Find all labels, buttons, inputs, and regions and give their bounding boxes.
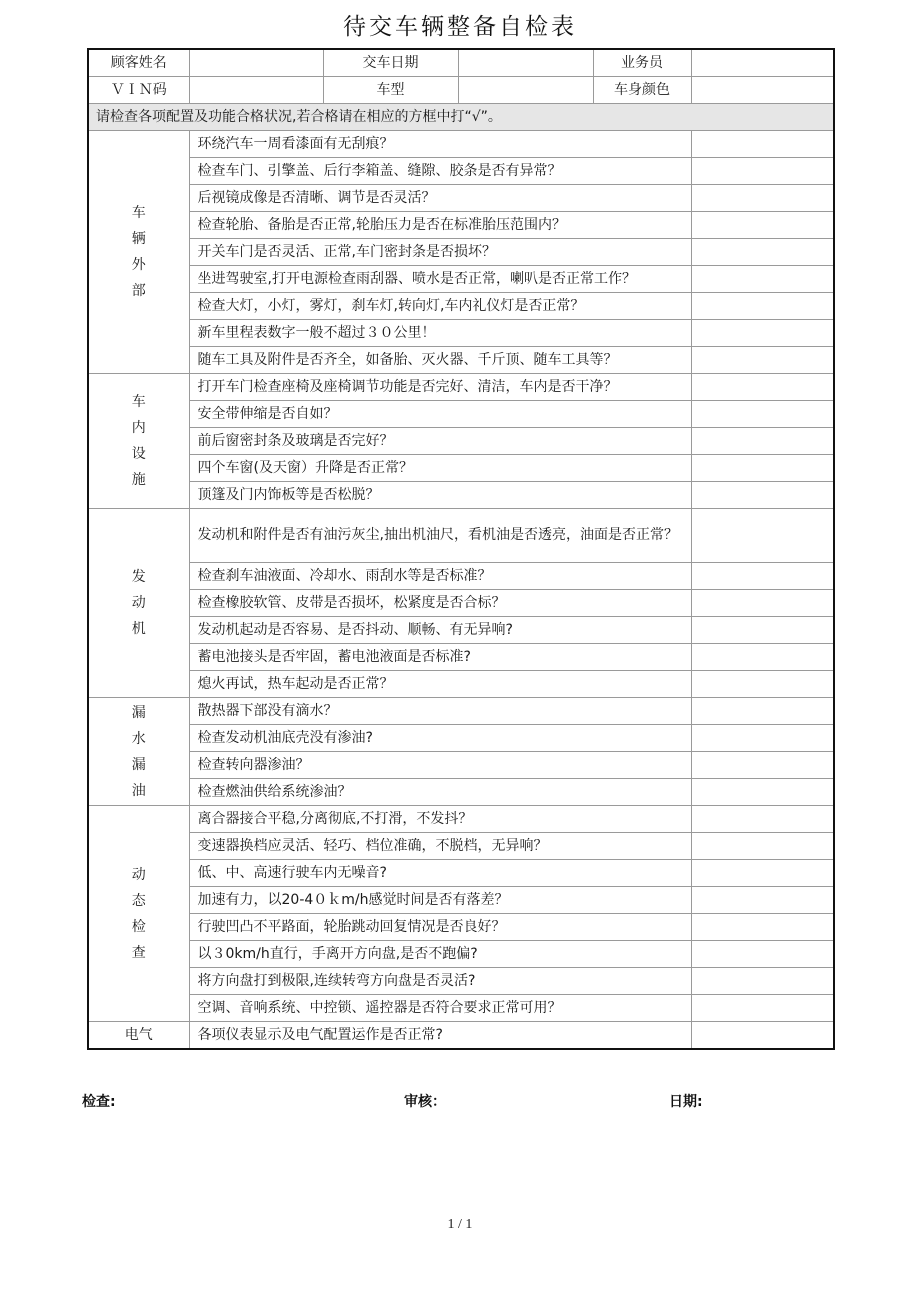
check-box[interactable]	[691, 995, 834, 1022]
inspection-table	[87, 48, 835, 1050]
checklist-item: 开关车门是否灵活、正常,车门密封条是否损坏？	[189, 239, 691, 266]
delivery-date-field[interactable]	[458, 49, 593, 77]
checklist-item: 前后窗密封条及玻璃是否完好？	[189, 428, 691, 455]
checklist-row	[88, 320, 834, 347]
checklist-row	[88, 158, 834, 185]
delivery-date-label: 交车日期	[323, 49, 458, 77]
vin-label: ＶＩＮ码	[88, 77, 189, 104]
checklist-row	[88, 347, 834, 374]
checklist-row	[88, 239, 834, 266]
checklist-item: 检查刹车油液面、冷却水、雨刮水等是否标准？	[189, 563, 691, 590]
checklist-row	[88, 644, 834, 671]
check-box[interactable]	[691, 644, 834, 671]
checklist-item: 后视镜成像是否清晰、调节是否灵活？	[189, 185, 691, 212]
checklist-item: 散热器下部没有滴水？	[189, 698, 691, 725]
checklist-row	[88, 617, 834, 644]
check-box[interactable]	[691, 779, 834, 806]
checklist-item: 离合器接合平稳,分离彻底,不打滑，不发抖？	[189, 806, 691, 833]
checklist-item: 低、中、高速行驶车内无噪音?	[189, 860, 691, 887]
checklist-row	[88, 698, 834, 725]
instruction-row	[88, 104, 834, 131]
check-box[interactable]	[691, 266, 834, 293]
category-leaks: 漏 水 漏 油	[88, 698, 189, 806]
vehicle-model-label: 车型	[323, 77, 458, 104]
header-row	[88, 49, 834, 77]
checklist-row	[88, 428, 834, 455]
checklist-item: 空调、音响系统、中控锁、遥控器是否符合要求正常可用？	[189, 995, 691, 1022]
check-box[interactable]	[691, 725, 834, 752]
check-box[interactable]	[691, 509, 834, 563]
checklist-item: 以３0km/h直行，手离开方向盘,是否不跑偏?	[189, 941, 691, 968]
salesperson-field[interactable]	[691, 49, 834, 77]
check-box[interactable]	[691, 860, 834, 887]
check-box[interactable]	[691, 698, 834, 725]
check-box[interactable]	[691, 752, 834, 779]
checklist-item: 检查橡胶软管、皮带是否损坏，松紧度是否合标？	[189, 590, 691, 617]
checklist-item: 发动机起动是否容易、是否抖动、顺畅、有无异响?	[189, 617, 691, 644]
checklist-row	[88, 482, 834, 509]
checklist-row	[88, 374, 834, 401]
checklist-row	[88, 779, 834, 806]
vin-field[interactable]	[189, 77, 323, 104]
checklist-row	[88, 401, 834, 428]
vehicle-model-field[interactable]	[458, 77, 593, 104]
inspector-signature-label: 检查:	[82, 1094, 116, 1110]
check-box[interactable]	[691, 833, 834, 860]
checklist-item: 坐进驾驶室,打开电源检查雨刮器、喷水是否正常，喇叭是否正常工作？	[189, 266, 691, 293]
check-box[interactable]	[691, 158, 834, 185]
check-box[interactable]	[691, 374, 834, 401]
checklist-item: 检查大灯，小灯，雾灯，刹车灯,转向灯,车内礼仪灯是否正常？	[189, 293, 691, 320]
checklist-row	[88, 563, 834, 590]
salesperson-label: 业务员	[593, 49, 691, 77]
body-color-field[interactable]	[691, 77, 834, 104]
check-box[interactable]	[691, 1022, 834, 1050]
category-road-test: 动 态 检 查	[88, 806, 189, 1022]
check-box[interactable]	[691, 563, 834, 590]
checklist-item: 加速有力，以20-4０ｋm/h感觉时间是否有落差？	[189, 887, 691, 914]
body-color-label: 车身颜色	[593, 77, 691, 104]
checklist-row	[88, 806, 834, 833]
check-box[interactable]	[691, 239, 834, 266]
checklist-item: 行驶凹凸不平路面，轮胎跳动回复情况是否良好？	[189, 914, 691, 941]
checklist-row	[88, 185, 834, 212]
checklist-item: 检查车门、引擎盖、后行李箱盖、缝隙、胶条是否有异常？	[189, 158, 691, 185]
checklist-item: 蓄电池接头是否牢固，蓄电池液面是否标准?	[189, 644, 691, 671]
checklist-row	[88, 455, 834, 482]
checklist-item: 检查燃油供给系统渗油？	[189, 779, 691, 806]
checklist-row	[88, 725, 834, 752]
checklist-row	[88, 833, 834, 860]
checklist-item: 安全带伸缩是否自如？	[189, 401, 691, 428]
checklist-row	[88, 293, 834, 320]
checklist-row	[88, 968, 834, 995]
check-box[interactable]	[691, 806, 834, 833]
checklist-row	[88, 671, 834, 698]
checklist-row	[88, 887, 834, 914]
check-box[interactable]	[691, 185, 834, 212]
customer-name-label: 顾客姓名	[88, 49, 189, 77]
category-interior: 车 内 设 施	[88, 374, 189, 509]
category-exterior: 车 辆 外 部	[88, 131, 189, 374]
checklist-item: 变速器换档应灵活、轻巧、档位准确，不脱档，无异响？	[189, 833, 691, 860]
check-box[interactable]	[691, 320, 834, 347]
checklist-item: 新车里程表数字一般不超过３０公里！	[189, 320, 691, 347]
checklist-item: 环绕汽车一周看漆面有无刮痕？	[189, 131, 691, 158]
checklist-row	[88, 212, 834, 239]
checklist-item: 各项仪表显示及电气配置运作是否正常?	[189, 1022, 691, 1050]
check-box[interactable]	[691, 941, 834, 968]
checklist-item: 顶篷及门内饰板等是否松脱？	[189, 482, 691, 509]
check-box[interactable]	[691, 401, 834, 428]
checklist-item: 四个车窗(及天窗）升降是否正常？	[189, 455, 691, 482]
check-box[interactable]	[691, 914, 834, 941]
customer-name-field[interactable]	[189, 49, 323, 77]
checklist-item: 检查发动机油底壳没有渗油?	[189, 725, 691, 752]
checklist-item: 发动机和附件是否有油污灰尘,抽出机油尺，看机油是否透亮，油面是否正常？	[189, 509, 691, 563]
checklist-row	[88, 509, 834, 563]
checklist-row	[88, 1022, 834, 1050]
check-box[interactable]	[691, 428, 834, 455]
check-box[interactable]	[691, 455, 834, 482]
check-box[interactable]	[691, 887, 834, 914]
checklist-item: 熄火再试，热车起动是否正常？	[189, 671, 691, 698]
check-box[interactable]	[691, 293, 834, 320]
reviewer-signature-label: 审核：	[404, 1094, 446, 1110]
checklist-row	[88, 752, 834, 779]
page-indicator: 1 / 1	[447, 1217, 473, 1232]
checklist-row	[88, 995, 834, 1022]
document-title: 待交车辆整备自检表	[343, 14, 577, 40]
date-signature-label: 日期:	[669, 1094, 703, 1110]
check-box[interactable]	[691, 212, 834, 239]
checklist-item: 随车工具及附件是否齐全，如备胎、灭火器、千斤顶、随车工具等？	[189, 347, 691, 374]
instruction-text: 请检查各项配置及功能合格状况,若合格请在相应的方框中打“√”。	[88, 104, 834, 131]
check-box[interactable]	[691, 482, 834, 509]
check-box[interactable]	[691, 968, 834, 995]
category-engine: 发 动 机	[88, 509, 189, 698]
checklist-row	[88, 590, 834, 617]
header-row	[88, 77, 834, 104]
checklist-row	[88, 131, 834, 158]
check-box[interactable]	[691, 590, 834, 617]
checklist-row	[88, 266, 834, 293]
check-box[interactable]	[691, 347, 834, 374]
checklist-row	[88, 860, 834, 887]
checklist-row	[88, 914, 834, 941]
checklist-item: 检查轮胎、备胎是否正常,轮胎压力是否在标准胎压范围内？	[189, 212, 691, 239]
checklist-row	[88, 941, 834, 968]
checklist-item: 将方向盘打到极限,连续转弯方向盘是否灵活?	[189, 968, 691, 995]
category-electrical: 电气	[88, 1022, 189, 1050]
check-box[interactable]	[691, 617, 834, 644]
checklist-item: 检查转向器渗油？	[189, 752, 691, 779]
checklist-item: 打开车门检查座椅及座椅调节功能是否完好、清洁，车内是否干净？	[189, 374, 691, 401]
check-box[interactable]	[691, 131, 834, 158]
check-box[interactable]	[691, 671, 834, 698]
